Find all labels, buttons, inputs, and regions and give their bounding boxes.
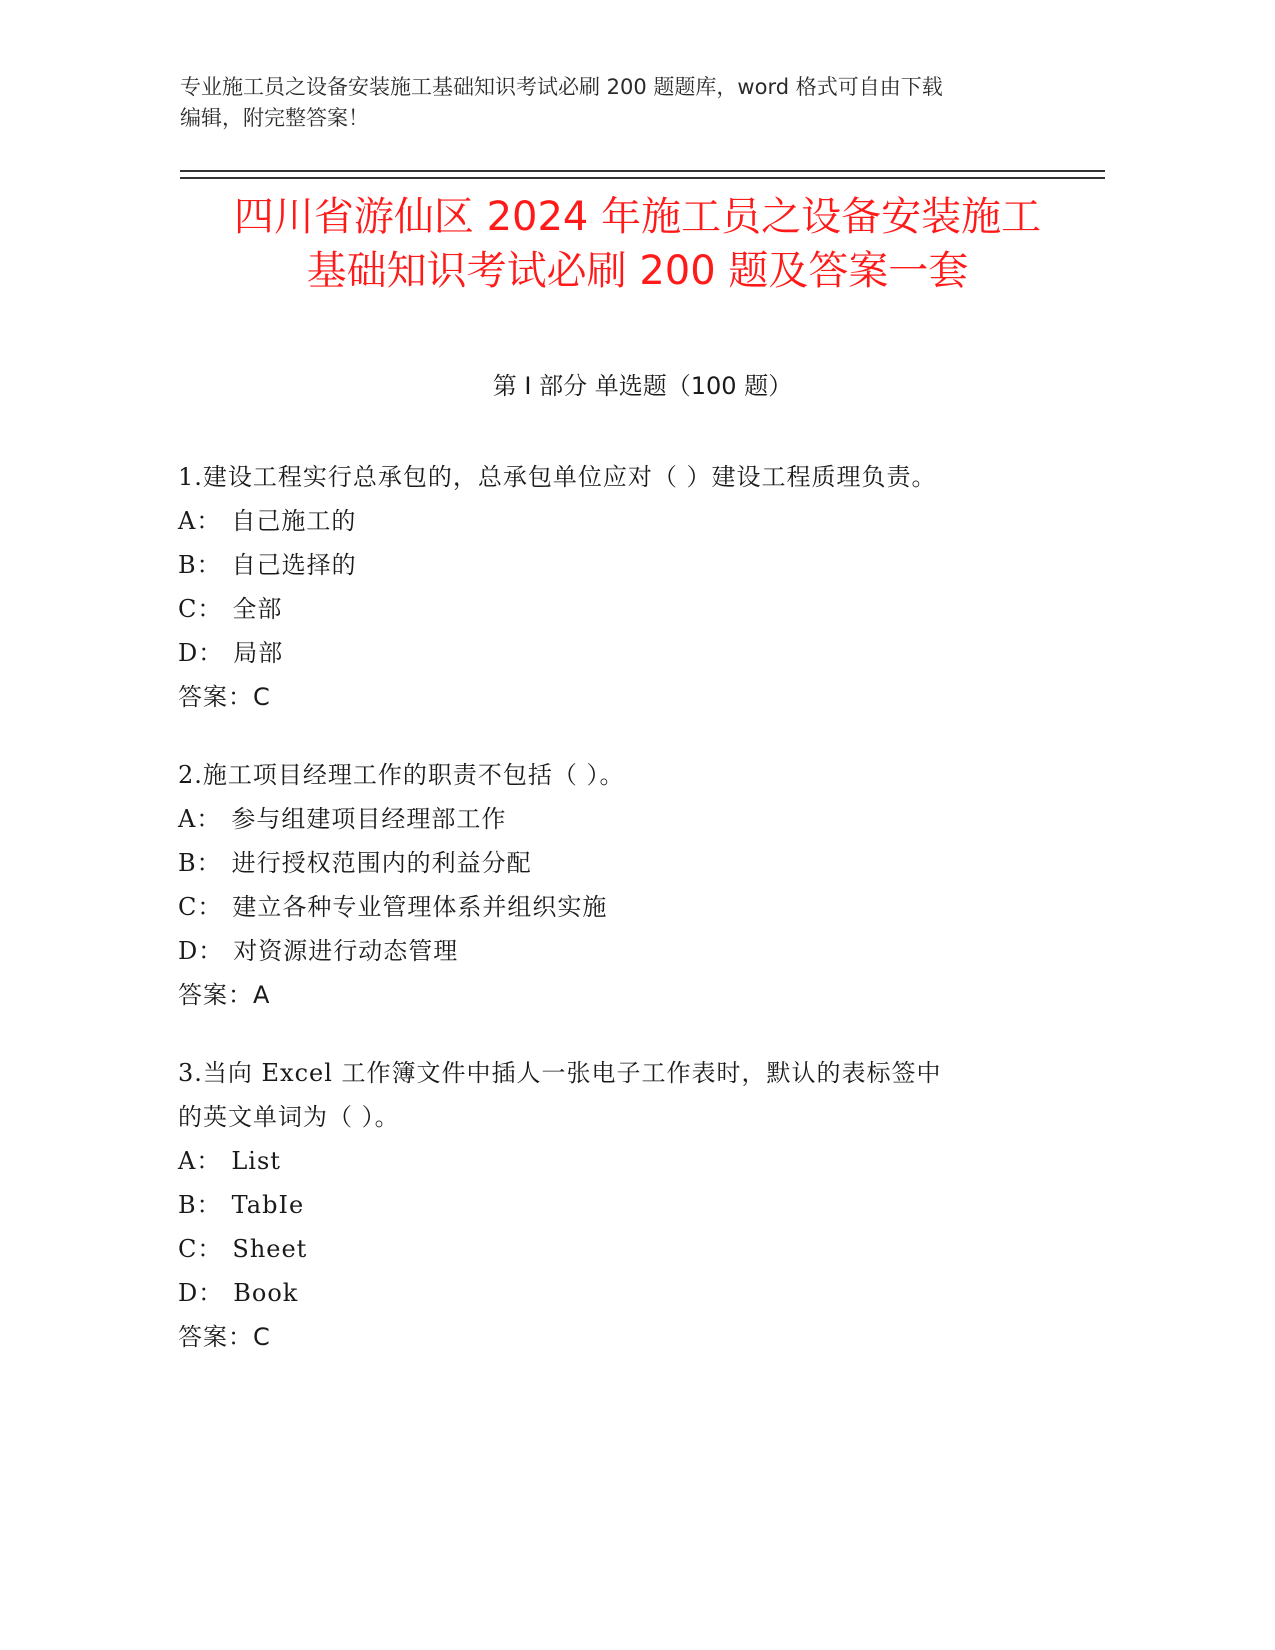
answer-value: C bbox=[253, 1323, 271, 1351]
option-key: D： bbox=[178, 639, 224, 667]
option-a bbox=[178, 1139, 1048, 1183]
option-text: 自己选择的 bbox=[231, 551, 357, 579]
option-text: 自己施工的 bbox=[231, 507, 357, 535]
option-c bbox=[178, 1227, 1048, 1271]
header-note-line-2: 编辑，附完整答案！ bbox=[180, 106, 369, 130]
answer-line bbox=[178, 1315, 1048, 1359]
document-title bbox=[140, 190, 1135, 298]
option-key: B： bbox=[178, 849, 222, 877]
option-key: C： bbox=[178, 1235, 223, 1263]
option-key: D： bbox=[178, 937, 224, 965]
question-item bbox=[178, 455, 1048, 719]
option-key: A： bbox=[178, 507, 222, 535]
option-d bbox=[178, 1271, 1048, 1315]
option-key: A： bbox=[178, 1147, 222, 1175]
option-a bbox=[178, 797, 1048, 841]
option-text: Book bbox=[233, 1279, 299, 1307]
header-divider-bottom bbox=[180, 177, 1105, 179]
option-b bbox=[178, 841, 1048, 885]
option-key: C： bbox=[178, 595, 223, 623]
answer-label: 答案： bbox=[178, 683, 253, 711]
option-key: A： bbox=[178, 805, 222, 833]
option-key: C： bbox=[178, 893, 223, 921]
answer-line bbox=[178, 973, 1048, 1017]
option-text: Sheet bbox=[232, 1235, 308, 1263]
option-b bbox=[178, 1183, 1048, 1227]
option-text: 进行授权范围内的利益分配 bbox=[231, 849, 532, 877]
question-text: 1.建设工程实行总承包的，总承包单位应对（ ）建设工程质理负责。 bbox=[178, 463, 937, 491]
answer-label: 答案： bbox=[178, 1323, 253, 1351]
header-note-line-1: 专业施工员之设备安装施工基础知识考试必刷 200 题题库，word 格式可自由下载 bbox=[180, 75, 943, 99]
option-text: 对资源进行动态管理 bbox=[233, 937, 459, 965]
option-key: B： bbox=[178, 551, 222, 579]
question-text: 2.施工项目经理工作的职责不包括（ ）。 bbox=[178, 761, 625, 789]
question-item bbox=[178, 1051, 1048, 1359]
question-list bbox=[178, 455, 1048, 1393]
option-key: D： bbox=[178, 1279, 224, 1307]
option-d bbox=[178, 631, 1048, 675]
answer-label: 答案： bbox=[178, 981, 253, 1009]
option-a bbox=[178, 499, 1048, 543]
answer-value: C bbox=[253, 683, 271, 711]
header-divider-top bbox=[180, 170, 1105, 172]
option-c bbox=[178, 885, 1048, 929]
option-c bbox=[178, 587, 1048, 631]
option-text: 参与组建项目经理部工作 bbox=[231, 805, 507, 833]
document-title-line-2: 基础知识考试必刷 200 题及答案一套 bbox=[306, 248, 969, 294]
section-title: 第 I 部分 单选题（100 题） bbox=[492, 372, 793, 400]
option-b bbox=[178, 543, 1048, 587]
option-key: B： bbox=[178, 1191, 222, 1219]
option-text: List bbox=[231, 1147, 281, 1175]
question-text-line-2: 的英文单词为（ ）。 bbox=[178, 1103, 400, 1131]
question-item bbox=[178, 753, 1048, 1017]
question-text-line-1: 3.当向 Excel 工作簿文件中插人一张电子工作表时，默认的表标签中 bbox=[178, 1059, 942, 1087]
option-text: 建立各种专业管理体系并组织实施 bbox=[232, 893, 608, 921]
header-note bbox=[180, 72, 1060, 134]
option-d bbox=[178, 929, 1048, 973]
document-title-line-1: 四川省游仙区 2024 年施工员之设备安装施工 bbox=[233, 194, 1042, 240]
answer-value: A bbox=[253, 981, 271, 1009]
answer-line bbox=[178, 675, 1048, 719]
option-text: 全部 bbox=[232, 595, 283, 623]
option-text: TabIe bbox=[231, 1191, 305, 1219]
option-text: 局部 bbox=[233, 639, 284, 667]
